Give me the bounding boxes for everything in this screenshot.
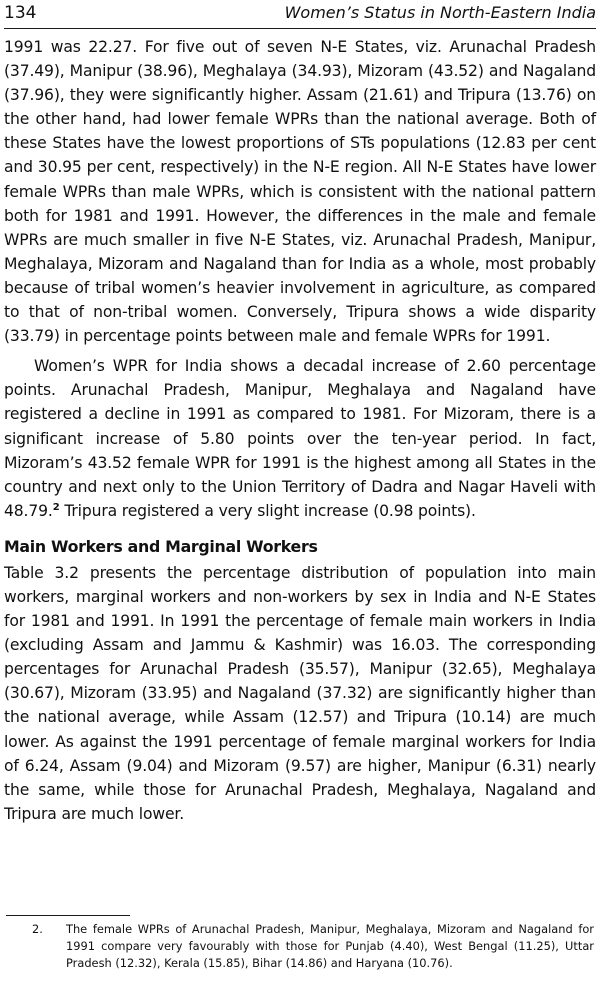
footnote-number: 2. (32, 922, 43, 936)
paragraph-2-tail: Tripura registered a very slight increase (0.98 points). (59, 501, 476, 520)
page-number: 134 (4, 3, 37, 23)
page-header (4, 2, 596, 29)
footnote (4, 921, 596, 972)
paragraph-1: 1991 was 22.27. For five out of seven N-E States, viz. Arunachal Pradesh (37.49), Manipur (38.96), Meghalaya (34.93), Mizoram (43.52) and Nagaland (37.96), they were significantly higher. Assam (21.61) and Tripura (13.76) on the other hand, had lower female WPRs than the national average. Both of these States have the lowest proportions of STs populations (12.83 per cent and 30.95 per cent, respectively) in the N-E region. All N-E States have lower female WPRs than male WPRs, which is consistent with the national pattern both for 1981 and 1991. However, the differences in the male and female WPRs are much smaller in five N-E States, viz. Arunachal Pradesh, Manipur, Meghalaya, Mizoram and Nagaland than for India as a whole, most probably because of tribal women’s heavier involvement in agriculture, as compared to that of non-tribal women. Conversely, Tripura shows a wide disparity (33.79) in percentage points between male and female WPRs for 1991. (4, 38, 596, 346)
footnote-divider (6, 915, 130, 916)
footnote-reference[interactable]: 2 (52, 501, 60, 513)
paragraph-2 (4, 354, 596, 523)
footnote-text: The female WPRs of Arunachal Pradesh, Manipur, Meghalaya, Mizoram and Nagaland for 1991 compare very favourably with those for Punjab (4.40), West Bengal (11.25), Uttar Pradesh (12.32), Kerala (15.85), Bihar (14.86) and Haryana (10.76). (66, 922, 594, 970)
main-text (4, 35, 596, 826)
paragraph-2-main: Women’s WPR for India shows a decadal increase of 2.60 percentage points. Arunachal Pradesh, Manipur, Meghalaya and Nagaland have registered a decline in 1991 as compared to 1981. For Mizoram, there is a significant increase of 5.80 points over the ten-year period. In fact, Mizoram’s 43.52 female WPR for 1991 is the highest among all States in the country and next only to the Union Territory of Dadra and Nagar Haveli with 48.79. (4, 357, 596, 520)
running-head: Women’s Status in North-Eastern India (284, 3, 596, 22)
book-page (4, 0, 596, 998)
section-heading: Main Workers and Marginal Workers (4, 536, 318, 556)
paragraph-3: Table 3.2 presents the percentage distribution of population into main workers, marginal workers and non-workers by sex in India and N-E States for 1981 and 1991. In 1991 the percentage of female main workers in India (excluding Assam and Jammu & Kashmir) was 16.03. The corresponding percentages for Arunachal Pradesh (35.57), Manipur (32.65), Meghalaya (30.67), Mizoram (33.95) and Nagaland (37.32) are significantly higher than the national average, while Assam (12.57) and Tripura (10.14) are much lower. As against the 1991 percentage of female marginal workers for India of 6.24, Assam (9.04) and Mizoram (9.57) are higher, Manipur (6.31) nearly the same, while those for Arunachal Pradesh, Meghalaya, Nagaland and Tripura are much lower. (4, 563, 596, 823)
